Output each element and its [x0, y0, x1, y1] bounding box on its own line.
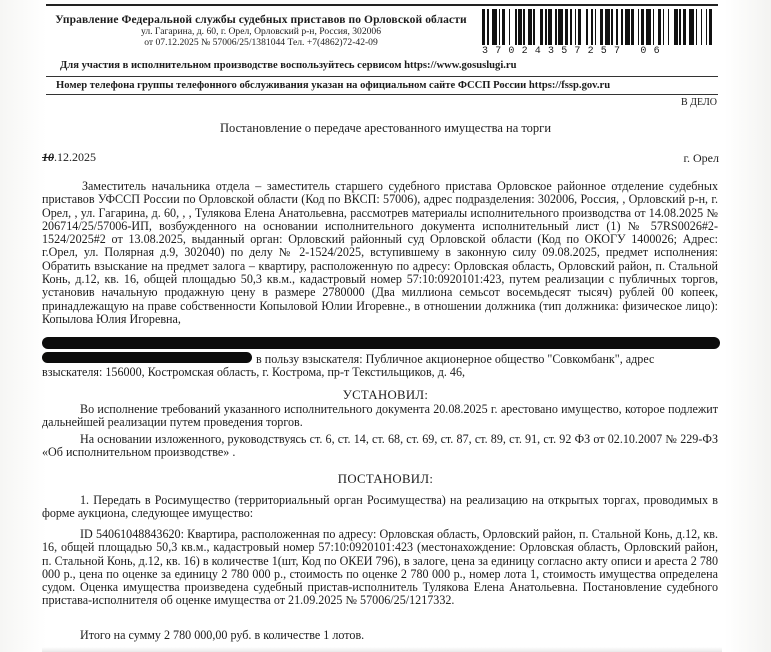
document-title: Постановление о передаче арестованного имущества на торги — [219, 121, 552, 135]
heading-ustanovil: УСТАНОВИЛ: — [342, 388, 429, 402]
header-middle-rule — [46, 76, 718, 77]
document-date — [42, 150, 96, 165]
header-top-rule — [46, 4, 718, 6]
page-bottom-edge — [42, 647, 722, 652]
barcode-number: 37024357257 06 — [482, 46, 667, 57]
paragraph-total: Итого на сумму 2 780 000,00 руб. в количестве 1 лотов. — [80, 628, 365, 642]
document-city: г. Орел — [683, 151, 719, 165]
phone-notice: Номер телефона группы телефонного обслуживания указан на официальном сайте ФССП России https://fssp.gov.ru — [56, 80, 611, 91]
header-reference: от 07.12.2025 № 57006/25/1381044 Тел. +7(4862)72-42-09 — [144, 37, 378, 48]
creditor-address-line: взыскателя: 156000, Костромская область, г. Кострома, пр-т Текстильщиков, д. 46, — [42, 365, 466, 380]
header-block — [46, 14, 476, 48]
header-address: ул. Гагарина, д. 60, г. Орел, Орловский р-н, Россия, 302006 — [140, 26, 382, 37]
barcode — [482, 9, 718, 57]
header-organization: Управление Федеральной службы судебных приставов по Орловской области — [55, 14, 467, 26]
header-bottom-rule — [46, 94, 718, 95]
v-delo-stamp: В ДЕЛО — [681, 97, 717, 108]
paragraph-decision-item: ID 54061048843620: Квартира, расположенная по адресу: Орловская область, Орловский район, п. Стальной Конь, д.12, кв. 16, общей площадью 50,3 кв.м., кадастровый номер 57:10:0920101:423 (местонахождение: Орловская область, Орловский район, п. Стальной Конь, д.12, кв. 16) в количестве 1(шт, Код по ОКЕИ 796), в залоге, цена за единицу согласно акту описи и ареста 2 780 000 р., цена по оценке за единицу 2 780 000 р., стоимость по оценке 2 780 000 р., номер лота 1, стоимость имущества определена судом. Оценка имущества произведена судебный пристав-исполнитель Тулякова Елена Анатольевна. Постановление судебного пристава-исполнителя об оценке имущества от 21.09.2025 № 57006/25/1217332. — [42, 527, 718, 608]
gosuslugi-notice: Для участия в исполнительном производстве воспользуйтесь сервисом https://www.gosuslugi.ru — [60, 60, 517, 71]
paragraph-intro: Заместитель начальника отдела – заместитель старшего судебного пристава Орловское районное отделение судебных приставов УФССП России по Орловской области (Код по ВКСП: 57006), адрес подразделения: 302006, Россия, , Орловский р-н, г. Орел, , ул. Гагарина, д. 60, , , Тулякова Елена Анатольевна, рассмотрев материалы исполнительного производства от 14.08.2025 № 206714/25/57006-ИП, возбужденного на основании исполнительного документа исполнительный лист (1) № 57RS0026#2-1524/2025#2 от 13.08.2025, выданный орган: Орловский районный суд Орловской области (Код по ОКОГУ 1400026; Адрес: г.Орел, ул. Полярная д.9, 302040) по делу № 2-1524/2025, вступившему в законную силу 09.08.2025, предмет исполнения: Обратить взыскание на предмет залога – квартиру, расположенную по адресу: Орловская область, Орловский район, п. Стальной Конь, д.12, кв. 16, общей площадью 50,3 кв.м., кадастровый номер 57:10:0920101:423, путем реализации с публичных торгов, установив начальную продажную цену в размере 2780000 (Два миллиона семьсот восемьдесят тысяч) рублей 00 копеек, принадлежащую на праве собственности Копыловой Юлии Игоревне., в отношении должника (тип должника: физическое лицо): Копылова Юлия Игоревна, — [42, 179, 718, 326]
redaction-bar — [42, 337, 720, 349]
date-day: 10 — [42, 150, 54, 164]
barcode-bars — [482, 9, 718, 45]
paragraph-decision-1: 1. Передать в Росимущество (территориальный орган Росимущества) на реализацию на открытых торгах, проводимых в форме аукциона, следующее имущество: — [42, 493, 718, 521]
creditor-line: в пользу взыскателя: Публичное акционерное общество "Совкомбанк", адрес — [256, 352, 655, 366]
paragraph-intro-continuation — [42, 353, 718, 380]
heading-postanovil: ПОСТАНОВИЛ: — [337, 472, 434, 486]
paragraph-established-1: Во исполнение требований указанного исполнительного документа 20.08.2025 г. арестовано имущество, которое подлежит дальнейшей реализации путем проведения торгов. — [42, 402, 718, 430]
paragraph-established-2: На основании изложенного, руководствуясь ст. 6, ст. 14, ст. 68, ст. 69, ст. 87, ст. 89, ст. 91, ст. 92 ФЗ от 02.10.2007 № 229-ФЗ «Об исполнительном производстве» . — [42, 432, 718, 460]
date-month-year: .12.2025 — [54, 150, 96, 164]
